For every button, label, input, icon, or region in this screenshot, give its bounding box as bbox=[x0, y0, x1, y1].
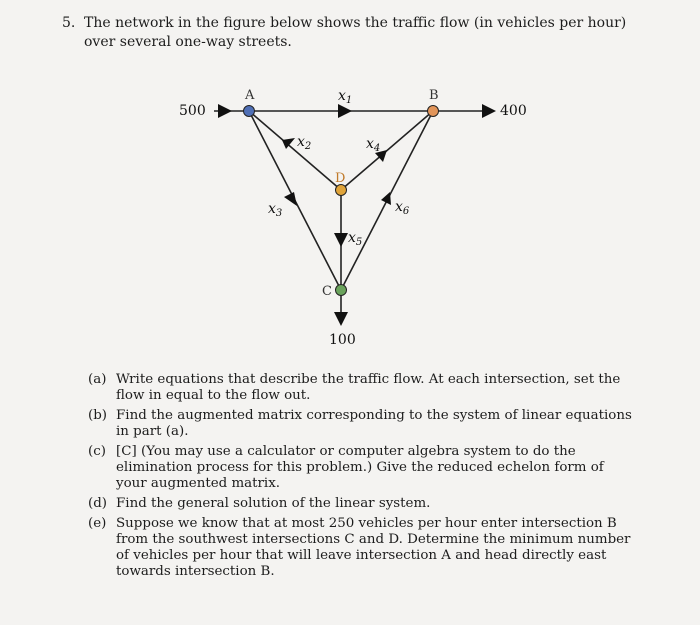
problem-text: The network in the figure below shows the traffic flow (in vehicles per hour) over several one-way streets. bbox=[84, 15, 627, 50]
part-d-label: (d) bbox=[88, 496, 108, 511]
part-e-text: Suppose we know that at most 250 vehicles per hour enter intersection B from the southwest intersections C and D. Determine the minimum number of vehicles per hour that will leave intersection A and head directly east towards intersection B. bbox=[116, 516, 631, 579]
part-c-text: [C] (You may use a calculator or computer algebra system to do the elimination process for this problem.) Give the reduced echelon form of your augmented matrix. bbox=[116, 444, 604, 491]
node-label-c: C bbox=[322, 284, 332, 299]
part-b bbox=[88, 408, 636, 440]
flow-out-c: 100 bbox=[329, 332, 356, 348]
var-x5: $x_5$ bbox=[348, 230, 363, 248]
part-d bbox=[88, 496, 636, 512]
part-e bbox=[88, 516, 636, 580]
problem-number: 5. bbox=[62, 15, 76, 31]
part-b-text: Find the augmented matrix corresponding to the system of linear equations in part (a). bbox=[116, 408, 632, 439]
street-a-d bbox=[249, 111, 341, 190]
street-d-b bbox=[341, 111, 433, 190]
node-b bbox=[428, 106, 439, 117]
flow-in-a: 500 bbox=[179, 103, 206, 119]
var-x4: $x_4$ bbox=[366, 136, 381, 154]
question-parts bbox=[88, 372, 636, 584]
arrow-x2 bbox=[282, 138, 295, 149]
node-label-b: B bbox=[429, 88, 439, 103]
part-a-text: Write equations that describe the traffic flow. At each intersection, set the flow in equal to the flow out. bbox=[116, 372, 621, 403]
var-x6: $x_6$ bbox=[395, 199, 410, 217]
part-a-label: (a) bbox=[88, 372, 107, 387]
part-b-label: (b) bbox=[88, 408, 108, 423]
node-c bbox=[336, 285, 347, 296]
part-a bbox=[88, 372, 636, 404]
var-x3: $x_3$ bbox=[268, 201, 283, 219]
var-x2: $x_2$ bbox=[297, 134, 312, 152]
part-d-text: Find the general solution of the linear system. bbox=[116, 496, 431, 511]
node-label-a: A bbox=[245, 88, 255, 103]
arrow-out-c bbox=[334, 312, 348, 326]
flow-out-b: 400 bbox=[500, 103, 527, 119]
part-e-label: (e) bbox=[88, 516, 107, 531]
arrow-out-b bbox=[482, 104, 496, 118]
part-c bbox=[88, 444, 636, 492]
arrow-in-a bbox=[218, 104, 232, 118]
arrow-x1 bbox=[338, 104, 352, 118]
node-label-d: D bbox=[335, 171, 346, 186]
node-d bbox=[336, 185, 347, 196]
node-a bbox=[244, 106, 255, 117]
part-c-label: (c) bbox=[88, 444, 106, 459]
arrow-x3 bbox=[284, 192, 297, 206]
arrow-x5 bbox=[334, 233, 348, 247]
var-x1: $x_1$ bbox=[338, 88, 353, 106]
